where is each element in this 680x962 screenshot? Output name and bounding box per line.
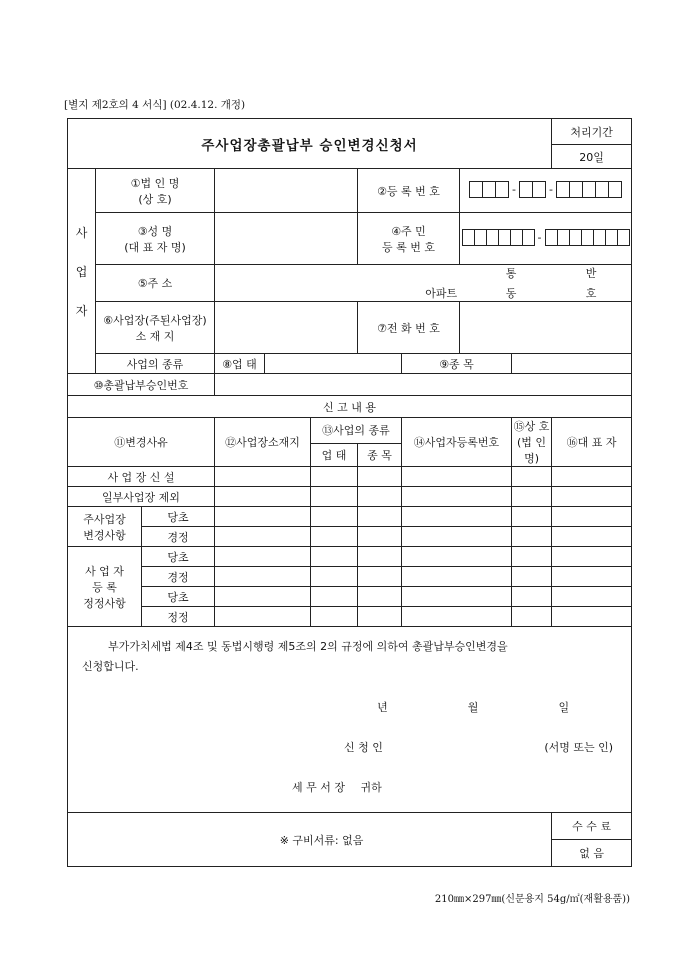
cell[interactable] — [512, 487, 552, 507]
cell[interactable] — [552, 527, 632, 547]
cell[interactable] — [512, 527, 552, 547]
resident-no-boxes[interactable]: - — [460, 213, 632, 265]
processing-period-label: 처리기간 — [552, 119, 632, 145]
day-label: 일 — [558, 701, 570, 714]
applicant-group-label: 사 업 자 — [68, 169, 96, 374]
month-label: 월 — [467, 701, 479, 714]
address-input[interactable] — [215, 265, 632, 302]
fee-value: 없 음 — [552, 840, 632, 867]
cell[interactable] — [402, 487, 512, 507]
form-title: 주사업장총괄납부 승인변경신청서 — [68, 119, 552, 169]
addr-ban: 반 — [585, 267, 597, 280]
cell[interactable] — [311, 567, 358, 587]
cell[interactable] — [358, 547, 402, 567]
cell[interactable] — [215, 567, 311, 587]
business-item-label: ⑨종 목 — [402, 354, 512, 374]
cell[interactable] — [402, 467, 512, 487]
cell[interactable] — [215, 507, 311, 527]
row-exclude-site: 일부사업장 제외 — [68, 487, 215, 507]
cell[interactable] — [311, 587, 358, 607]
cell[interactable] — [552, 507, 632, 527]
applicant-sign-label: 신 청 인 — [344, 741, 383, 754]
required-documents: ※ 구비서류: 없음 — [68, 813, 552, 867]
cell[interactable] — [512, 567, 552, 587]
cell[interactable] — [215, 527, 311, 547]
approval-no-label: ⑩총괄납부승인번호 — [68, 374, 215, 396]
phone-input[interactable] — [460, 302, 632, 354]
cell[interactable] — [311, 467, 358, 487]
cell[interactable] — [512, 507, 552, 527]
address-label: ⑤주 소 — [96, 265, 215, 302]
cell[interactable] — [512, 467, 552, 487]
addr-tong: 통 — [505, 267, 517, 280]
person-name-label: ③성 명 (대 표 자 명) — [96, 213, 215, 265]
phone-label: ⑦전 화 번 호 — [358, 302, 460, 354]
cell[interactable] — [358, 567, 402, 587]
cell[interactable] — [402, 527, 512, 547]
col-kind-item: 종 목 — [358, 443, 402, 466]
col-kind-type: 업 태 — [311, 443, 358, 466]
row-reg-fix: 사 업 자 등 록 정정사항 — [68, 547, 142, 627]
cell[interactable] — [512, 607, 552, 627]
cell[interactable] — [311, 547, 358, 567]
row-before: 당초 — [142, 587, 215, 607]
cell[interactable] — [311, 507, 358, 527]
cell[interactable] — [215, 487, 311, 507]
business-kind-label: 사업의 종류 — [96, 354, 215, 374]
cell[interactable] — [552, 467, 632, 487]
cell[interactable] — [215, 547, 311, 567]
col-name: ⑮상 호 (법 인 명) — [512, 418, 552, 467]
corp-name-label: ①법 인 명 (상 호) — [96, 169, 215, 213]
corp-name-input[interactable] — [215, 169, 358, 213]
business-item-input[interactable] — [512, 354, 632, 374]
cell[interactable] — [358, 527, 402, 547]
addr-dong: 동 — [505, 287, 517, 300]
reg-no-label: ②등 록 번 호 — [358, 169, 460, 213]
site-input[interactable] — [215, 302, 358, 354]
col-kind: ⑬사업의 종류 — [311, 418, 402, 444]
cell[interactable] — [311, 607, 358, 627]
application-form — [67, 118, 632, 867]
resident-no-label: ④주 민 등 록 번 호 — [358, 213, 460, 265]
row-before: 당초 — [142, 547, 215, 567]
honorific: 귀하 — [360, 781, 382, 794]
paper-spec: 210㎜×297㎜(신문용지 54g/㎡(재활용품)) — [434, 894, 630, 905]
cell[interactable] — [512, 587, 552, 607]
business-type-input[interactable] — [265, 354, 402, 374]
addressee: 세 무 서 장 — [292, 781, 345, 794]
row-new-site: 사 업 장 신 설 — [68, 467, 215, 487]
row-main-change: 주사업장 변경사항 — [68, 507, 142, 547]
cell[interactable] — [552, 567, 632, 587]
cell[interactable] — [311, 527, 358, 547]
cell[interactable] — [311, 487, 358, 507]
processing-period-value: 20일 — [552, 145, 632, 169]
cell[interactable] — [358, 607, 402, 627]
cell[interactable] — [358, 587, 402, 607]
cell[interactable] — [215, 607, 311, 627]
cell[interactable] — [552, 487, 632, 507]
cell[interactable] — [552, 547, 632, 567]
addr-ho: 호 — [585, 287, 597, 300]
row-before: 당초 — [142, 507, 215, 527]
row-after: 경정 — [142, 567, 215, 587]
cell[interactable] — [358, 507, 402, 527]
fee-label: 수 수 료 — [552, 813, 632, 840]
addr-apt: 아파트 — [425, 287, 458, 300]
cell[interactable] — [402, 607, 512, 627]
person-name-input[interactable] — [215, 213, 358, 265]
col-reason: ⑪변경사유 — [68, 418, 215, 467]
cell[interactable] — [402, 587, 512, 607]
row-after: 경정 — [142, 527, 215, 547]
approval-no-input[interactable] — [215, 374, 632, 396]
site-label: ⑥사업장(주된사업장) 소 재 지 — [96, 302, 215, 354]
sign-note: (서명 또는 인) — [544, 741, 614, 754]
closing-statement: 부가가치세법 제4조 및 동법시행령 제5조의 2의 규정에 의하여 총괄납부승인변경을 신청합니다. 년 월 일 신 청 인 (서명 또는 인) 세 무 서 장 귀하 — [68, 627, 632, 813]
cell[interactable] — [512, 547, 552, 567]
col-site: ⑫사업장소재지 — [215, 418, 311, 467]
form-number: [별지 제2호의 4 서식] (02.4.12. 개정) — [64, 99, 246, 111]
report-section-title: 신 고 내 용 — [68, 396, 632, 418]
year-label: 년 — [377, 701, 388, 714]
cell[interactable] — [402, 547, 512, 567]
cell[interactable] — [402, 567, 512, 587]
cell[interactable] — [402, 507, 512, 527]
cell[interactable] — [358, 467, 402, 487]
cell[interactable] — [358, 487, 402, 507]
reg-no-boxes[interactable]: - - — [460, 169, 632, 213]
col-rep: ⑯대 표 자 — [552, 418, 632, 467]
cell[interactable] — [215, 467, 311, 487]
business-type-label: ⑧업 태 — [215, 354, 265, 374]
cell[interactable] — [552, 607, 632, 627]
row-after: 정정 — [142, 607, 215, 627]
cell[interactable] — [552, 587, 632, 607]
col-regno: ⑭사업자등록번호 — [402, 418, 512, 467]
cell[interactable] — [215, 587, 311, 607]
